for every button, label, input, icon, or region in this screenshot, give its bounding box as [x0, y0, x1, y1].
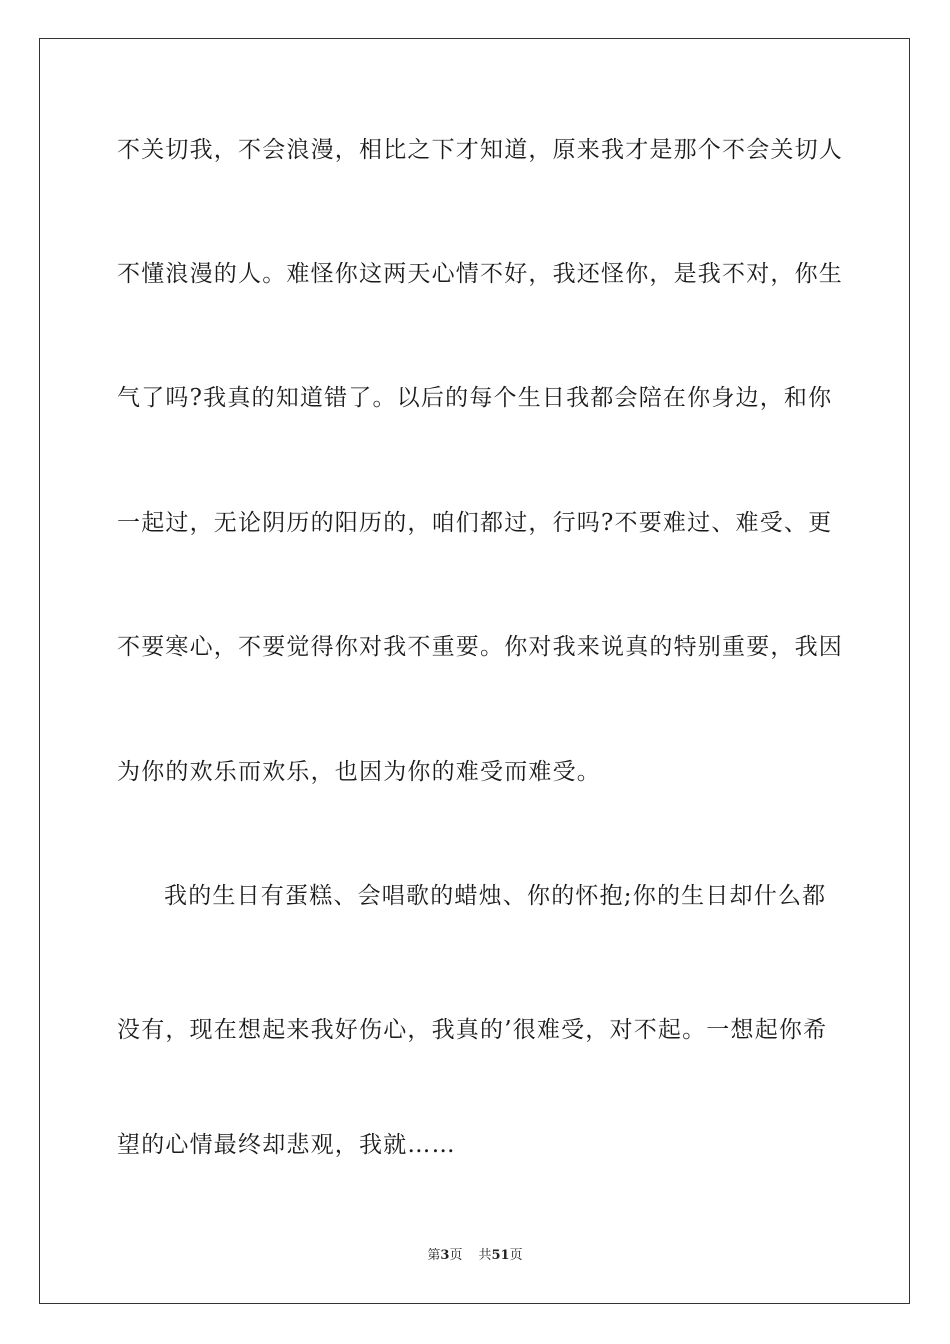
text-line-2: 不懂浪漫的人。难怪你这两天心情不好，我还怪你，是我不对，你生: [117, 261, 843, 287]
page-number: 3: [440, 1248, 450, 1263]
page-prefix: 第: [427, 1248, 441, 1263]
page-footer: [0, 1247, 950, 1265]
total-pages: 51: [491, 1248, 510, 1263]
page-suffix: 页: [449, 1248, 463, 1263]
text-line-8: 没有，现在想起来我好伤心，我真的’很难受，对不起。一想起你希: [117, 1017, 828, 1043]
text-line-4: 一起过，无论阴历的阳历的，咱们都过，行吗?不要难过、难受、更: [117, 510, 833, 536]
total-suffix: 页: [509, 1248, 523, 1263]
text-line-7-paragraph-start: 我的生日有蛋糕、会唱歌的蜡烛、你的怀抱;你的生日却什么都: [164, 883, 827, 909]
text-line-9: 望的心情最终却悲观，我就……: [117, 1132, 456, 1158]
text-line-5: 不要寒心，不要觉得你对我不重要。你对我来说真的特别重要，我因: [117, 634, 843, 660]
text-line-6: 为你的欢乐而欢乐，也因为你的难受而难受。: [117, 759, 601, 785]
text-line-1: 不关切我，不会浪漫，相比之下才知道，原来我才是那个不会关切人: [117, 137, 843, 163]
total-prefix: 共: [478, 1248, 492, 1263]
text-line-3: 气了吗?我真的知道错了。以后的每个生日我都会陪在你身边，和你: [117, 385, 833, 411]
page-border: [39, 38, 910, 1304]
